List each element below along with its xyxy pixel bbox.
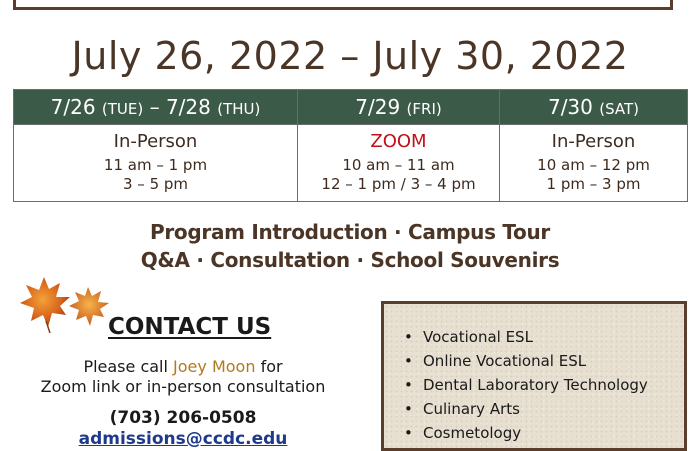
header-separator: – (149, 95, 160, 119)
highlights-line-1: Program Introduction · Campus Tour (150, 220, 550, 244)
header-day: (FRI) (406, 100, 442, 118)
schedule-cell-fri (298, 125, 500, 202)
program-name: Culinary Arts (423, 400, 520, 418)
maple-leaves-icon (14, 273, 114, 335)
time-slot: 10 am – 11 am (342, 156, 455, 174)
contact-title: CONTACT US (108, 314, 272, 340)
list-item (404, 373, 648, 397)
list-item (404, 421, 648, 445)
bullet-icon: • (404, 424, 413, 442)
header-date: 7/26 (50, 95, 96, 119)
contact-call-line (0, 357, 366, 377)
time-slot: 3 – 5 pm (122, 175, 189, 193)
contact-purpose-line: Zoom link or in-person consultation (40, 377, 326, 396)
list-item (404, 397, 648, 421)
bullet-icon: • (404, 352, 413, 370)
highlights-line-2: Q&A · Consultation · School Souvenirs (140, 248, 560, 272)
schedule-header-fri (298, 90, 500, 125)
contact-call-prefix: Please call (83, 357, 168, 376)
top-frame-border (13, 0, 673, 10)
time-slot: 1 pm – 3 pm (546, 175, 641, 193)
list-item (404, 349, 648, 373)
event-date-range: July 26, 2022 – July 30, 2022 (71, 34, 629, 78)
program-name: Vocational ESL (423, 328, 533, 346)
contact-person-name: Joey Moon (173, 357, 256, 376)
bullet-icon: • (404, 376, 413, 394)
program-name: Cosmetology (423, 424, 522, 442)
schedule-table (13, 89, 688, 202)
header-day-end: (THU) (217, 100, 261, 118)
schedule-header-tue-thu (14, 90, 298, 125)
schedule-header-sat (500, 90, 688, 125)
session-mode: ZOOM (370, 131, 427, 152)
time-slot: 11 am – 1 pm (103, 156, 208, 174)
contact-call-suffix: for (260, 357, 283, 376)
schedule-header-row (14, 90, 688, 125)
programs-box (381, 301, 687, 451)
programs-list (404, 325, 648, 445)
time-slot: 10 am – 12 pm (537, 156, 650, 174)
list-item (404, 325, 648, 349)
header-day: (SAT) (599, 100, 640, 118)
schedule-cell-sat (500, 125, 688, 202)
program-name: Dental Laboratory Technology (423, 376, 648, 394)
contact-phone: (703) 206-0508 (109, 408, 257, 428)
schedule-cell-tue-thu (14, 125, 298, 202)
session-mode: In-Person (551, 131, 636, 152)
contact-email-link[interactable]: admissions@ccdc.edu (78, 429, 288, 449)
bullet-icon: • (404, 400, 413, 418)
header-day: (TUE) (101, 100, 144, 118)
header-date: 7/30 (547, 95, 593, 119)
header-date: 7/29 (355, 95, 401, 119)
session-mode: In-Person (113, 131, 198, 152)
schedule-body-row (14, 125, 688, 202)
program-name: Online Vocational ESL (423, 352, 587, 370)
time-slot: 12 – 1 pm / 3 – 4 pm (321, 175, 476, 193)
contact-instructions (0, 357, 366, 397)
header-date-end: 7/28 (165, 95, 211, 119)
bullet-icon: • (404, 328, 413, 346)
